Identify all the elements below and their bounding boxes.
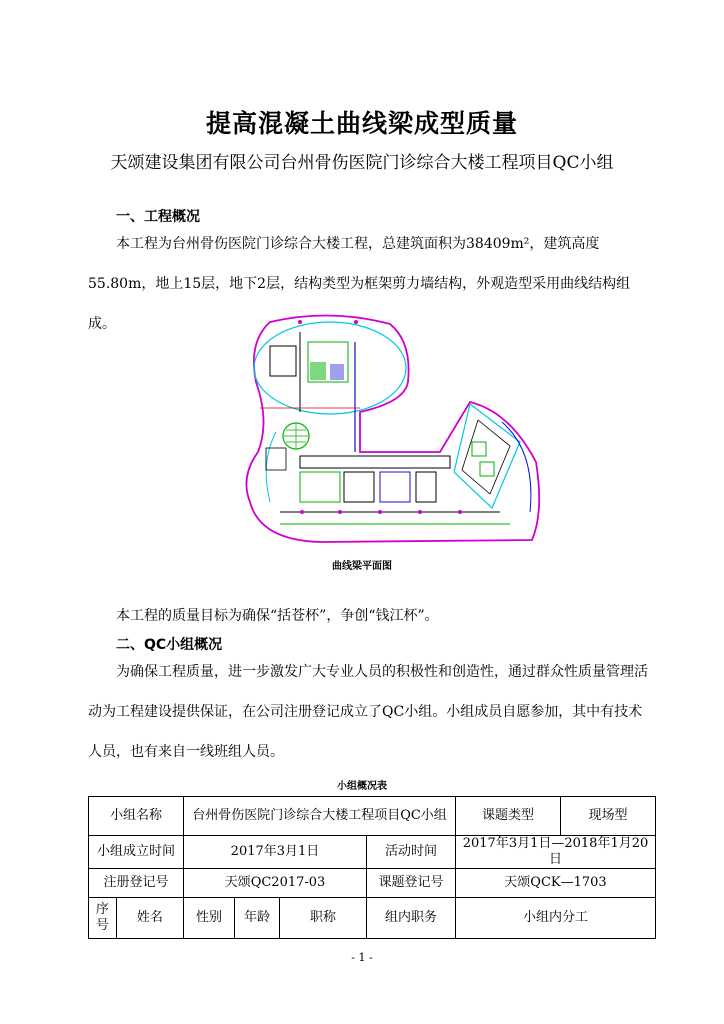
table-header-row <box>89 898 656 939</box>
plan-curve <box>266 432 276 502</box>
cell-founded-label: 小组成立时间 <box>89 836 184 869</box>
cell-founded: 2017年3月1日 <box>184 836 367 869</box>
table-row <box>89 797 656 836</box>
col-header-title: 职称 <box>280 898 367 939</box>
plan-outer-outline <box>246 315 539 542</box>
plan-right-curve <box>502 422 531 512</box>
plan-grid-mark <box>378 510 382 514</box>
group-overview-table <box>88 796 656 939</box>
cell-activity: 2017年3月1日—2018年1月20日 <box>456 836 656 869</box>
figure-caption: 曲线梁平面图 <box>332 561 392 572</box>
qc-text: 为确保工程质量，进一步激发广大专业人员的积极性和创造性，通过群众性质量管理活动为工程建设提供保证，在公司注册登记成立了QC小组。小组成员自愿参加，其中有技术人员，也有来自一线班组人员。 <box>88 664 648 760</box>
cell-topic-reg-no: 天颂QCK—1703 <box>456 869 656 898</box>
table-row <box>89 869 656 898</box>
plan-grid-mark <box>298 320 302 324</box>
cell-reg-label: 注册登记号 <box>89 869 184 898</box>
page-number: - 1 - <box>351 951 373 964</box>
col-header-duty: 小组内分工 <box>456 898 656 939</box>
plan-grid-mark <box>300 510 304 514</box>
col-header-name: 姓名 <box>116 898 183 939</box>
cell-topic-type-label: 课题类型 <box>456 797 561 836</box>
curved-beam-floor-plan <box>240 312 546 546</box>
plan-room <box>416 472 436 502</box>
plan-room <box>380 472 410 502</box>
plan-corridor <box>300 456 450 468</box>
plan-room <box>310 362 326 380</box>
plan-grid-mark <box>458 510 462 514</box>
plan-room <box>330 364 344 380</box>
section-heading-overview: 一、工程概况 <box>116 209 200 225</box>
table-row <box>89 836 656 869</box>
quality-goal-text: 本工程的质量目标为确保“括苍杯”，争创“钱江杯”。 <box>116 608 439 624</box>
col-header-no: 序号 <box>89 898 117 939</box>
col-header-role: 组内职务 <box>367 898 456 939</box>
page-title: 提高混凝土曲线梁成型质量 <box>205 109 518 138</box>
cell-reg-no: 天颂QC2017-03 <box>184 869 367 898</box>
plan-grid-mark <box>418 510 422 514</box>
page-subtitle: 天颂建设集团有限公司台州骨伤医院门诊综合大楼工程项目QC小组 <box>110 153 614 173</box>
overview-text: 本工程为台州骨伤医院门诊综合大楼工程，总建筑面积为38409m²，建筑高度55.80m，地上15层，地下2层，结构类型为框架剪力墙结构，外观造型采用曲线结构组成。 <box>88 236 631 332</box>
plan-room <box>480 462 494 476</box>
plan-grid-mark <box>338 510 342 514</box>
plan-room <box>344 472 374 502</box>
table-title: 小组概况表 <box>337 781 387 792</box>
qc-paragraph <box>88 652 648 772</box>
plan-grid-mark <box>354 320 358 324</box>
cell-group-name-label: 小组名称 <box>89 797 184 836</box>
cell-activity-label: 活动时间 <box>367 836 456 869</box>
section-heading-qc: 二、QC小组概况 <box>116 637 223 653</box>
plan-stair-hatch <box>284 424 308 448</box>
col-header-gender: 性别 <box>184 898 235 939</box>
plan-right-wing <box>454 404 520 508</box>
col-header-age: 年龄 <box>235 898 280 939</box>
plan-room <box>472 442 486 456</box>
cell-topic-reg-label: 课题登记号 <box>367 869 456 898</box>
cell-topic-type: 现场型 <box>561 797 656 836</box>
plan-room <box>300 472 340 502</box>
quality-goal-paragraph <box>88 596 648 636</box>
cell-group-name: 台州骨伤医院门诊综合大楼工程项目QC小组 <box>184 797 456 836</box>
plan-room <box>270 346 296 376</box>
